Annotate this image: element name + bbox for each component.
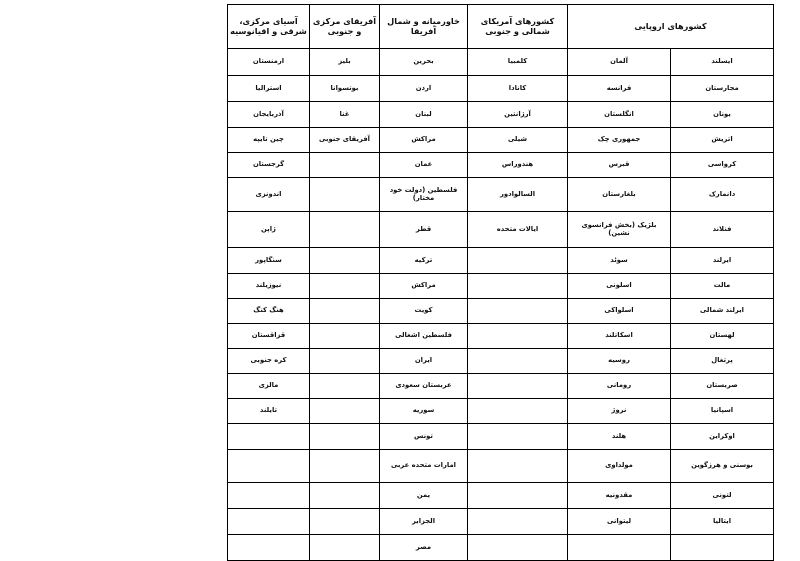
table-cell: [310, 349, 380, 374]
table-row: [228, 248, 774, 274]
table-cell: السالوادور: [468, 178, 568, 212]
table-cell: تونس: [380, 424, 468, 450]
table-cell: هلند: [568, 424, 671, 450]
table-cell: [310, 153, 380, 178]
table-row: [228, 399, 774, 424]
table-cell: گرجستان: [228, 153, 310, 178]
table-cell: تایلند: [228, 399, 310, 424]
table-cell: آذربایجان: [228, 102, 310, 128]
table-cell: بلیز: [310, 49, 380, 76]
table-cell: [310, 399, 380, 424]
table-cell: امارات متحده عربی: [380, 450, 468, 483]
header-central-southern-africa: آفریقای مرکزی و جنوبی: [310, 5, 380, 49]
table-cell: کرواسی: [671, 153, 774, 178]
table-cell: شیلی: [468, 128, 568, 153]
table-row: [228, 49, 774, 76]
table-cell: [468, 424, 568, 450]
table-cell: [228, 450, 310, 483]
table-cell: اوکراین: [671, 424, 774, 450]
table-cell: فنلاند: [671, 212, 774, 248]
table-cell: فلسطین (دولت خود مختار): [380, 178, 468, 212]
table-row: [228, 299, 774, 324]
table-header-row: [228, 5, 774, 49]
table-cell: [310, 424, 380, 450]
table-cell: [310, 212, 380, 248]
table-cell: لبنان: [380, 102, 468, 128]
header-middle-east-north-africa: خاورمیانه و شمال آفریقا: [380, 5, 468, 49]
table-cell: بلغارستان: [568, 178, 671, 212]
countries-table: [227, 4, 774, 561]
table-cell: [468, 274, 568, 299]
table-row: [228, 102, 774, 128]
table-cell: [468, 483, 568, 509]
table-cell: ژاپن: [228, 212, 310, 248]
table-cell: اسلونی: [568, 274, 671, 299]
table-cell: ایران: [380, 349, 468, 374]
table-cell: مولداوی: [568, 450, 671, 483]
table-cell: انگلستان: [568, 102, 671, 128]
table-cell: هنگ کنگ: [228, 299, 310, 324]
table-cell: آلمان: [568, 49, 671, 76]
table-cell: مصر: [380, 535, 468, 561]
table-row: [228, 76, 774, 102]
table-row: [228, 450, 774, 483]
table-cell: [468, 324, 568, 349]
table-cell: [228, 509, 310, 535]
table-cell: ایتالیا: [671, 509, 774, 535]
table-cell: بلژیک (بخش فرانسوی نشین): [568, 212, 671, 248]
table-cell: اسپانیا: [671, 399, 774, 424]
table-cell: [310, 509, 380, 535]
table-cell: آرژانتین: [468, 102, 568, 128]
table-cell: پرتغال: [671, 349, 774, 374]
table-cell: هندوراس: [468, 153, 568, 178]
table-cell: سنگاپور: [228, 248, 310, 274]
table-row: [228, 349, 774, 374]
table-cell: عربستان سعودی: [380, 374, 468, 399]
table-cell: سوریه: [380, 399, 468, 424]
table-row: [228, 153, 774, 178]
table-cell: مقدونیه: [568, 483, 671, 509]
table-body: [228, 49, 774, 561]
table-cell: فرانسه: [568, 76, 671, 102]
header-americas: کشورهای آمریکای شمالی و جنوبی: [468, 5, 568, 49]
table-cell: اسلواکی: [568, 299, 671, 324]
table-cell: قبرس: [568, 153, 671, 178]
table-cell: کویت: [380, 299, 468, 324]
table-cell: [468, 509, 568, 535]
table-cell: لهستان: [671, 324, 774, 349]
table-cell: یمن: [380, 483, 468, 509]
country-table-container: [227, 4, 773, 551]
table-cell: جمهوری چک: [568, 128, 671, 153]
table-cell: فلسطین اشغالی: [380, 324, 468, 349]
table-cell: الجزایر: [380, 509, 468, 535]
table-cell: دانمارک: [671, 178, 774, 212]
table-cell: [310, 483, 380, 509]
table-cell: مالزی: [228, 374, 310, 399]
table-cell: سوئد: [568, 248, 671, 274]
table-row: [228, 483, 774, 509]
table-row: [228, 212, 774, 248]
table-cell: چین تایپه: [228, 128, 310, 153]
table-cell: مالت: [671, 274, 774, 299]
table-cell: [228, 483, 310, 509]
table-cell: اندونزی: [228, 178, 310, 212]
table-cell: ایسلند: [671, 49, 774, 76]
table-cell: صربستان: [671, 374, 774, 399]
table-cell: اتریش: [671, 128, 774, 153]
table-row: [228, 274, 774, 299]
table-row: [228, 424, 774, 450]
table-cell: [468, 299, 568, 324]
table-cell: ترکیه: [380, 248, 468, 274]
table-cell: [310, 374, 380, 399]
table-cell: اردن: [380, 76, 468, 102]
table-cell: [468, 248, 568, 274]
table-row: [228, 509, 774, 535]
table-cell: [468, 399, 568, 424]
table-cell: قطر: [380, 212, 468, 248]
table-cell: ایرلند: [671, 248, 774, 274]
table-cell: [310, 299, 380, 324]
table-cell: لتونی: [671, 483, 774, 509]
table-cell: بوتسوانا: [310, 76, 380, 102]
table-cell: ایرلند شمالی: [671, 299, 774, 324]
table-cell: مراکش: [380, 274, 468, 299]
table-cell: لیتوانی: [568, 509, 671, 535]
table-cell: بحرین: [380, 49, 468, 76]
table-cell: مراکش: [380, 128, 468, 153]
table-row: [228, 324, 774, 349]
table-cell: [310, 450, 380, 483]
table-cell: نیوزیلند: [228, 274, 310, 299]
table-cell: ایالات متحده: [468, 212, 568, 248]
header-european-countries: کشورهای اروپایی: [568, 5, 774, 49]
table-cell: [228, 424, 310, 450]
table-cell: عمان: [380, 153, 468, 178]
table-cell: کره جنوبی: [228, 349, 310, 374]
table-cell: کلمبیا: [468, 49, 568, 76]
table-cell: استرالیا: [228, 76, 310, 102]
header-asia-oceania: آسیای مرکزی، شرقی و اقیانوسیه: [228, 5, 310, 49]
table-cell: کانادا: [468, 76, 568, 102]
table-cell: [468, 349, 568, 374]
table-row: [228, 178, 774, 212]
table-row: [228, 128, 774, 153]
table-cell: اسکاتلند: [568, 324, 671, 349]
table-cell: نروژ: [568, 399, 671, 424]
table-cell: [468, 450, 568, 483]
table-cell: [310, 324, 380, 349]
table-cell: قزاقستان: [228, 324, 310, 349]
table-cell: [310, 178, 380, 212]
table-cell: غنا: [310, 102, 380, 128]
table-cell: رومانی: [568, 374, 671, 399]
table-cell: مجارستان: [671, 76, 774, 102]
table-cell: [310, 248, 380, 274]
table-cell: آفریقای جنوبی: [310, 128, 380, 153]
table-row: [228, 374, 774, 399]
table-cell: [310, 274, 380, 299]
table-cell: یونان: [671, 102, 774, 128]
table-cell: ارمنستان: [228, 49, 310, 76]
table-cell: [468, 374, 568, 399]
table-cell: بوسنی و هرزگوین: [671, 450, 774, 483]
table-cell: روسیه: [568, 349, 671, 374]
